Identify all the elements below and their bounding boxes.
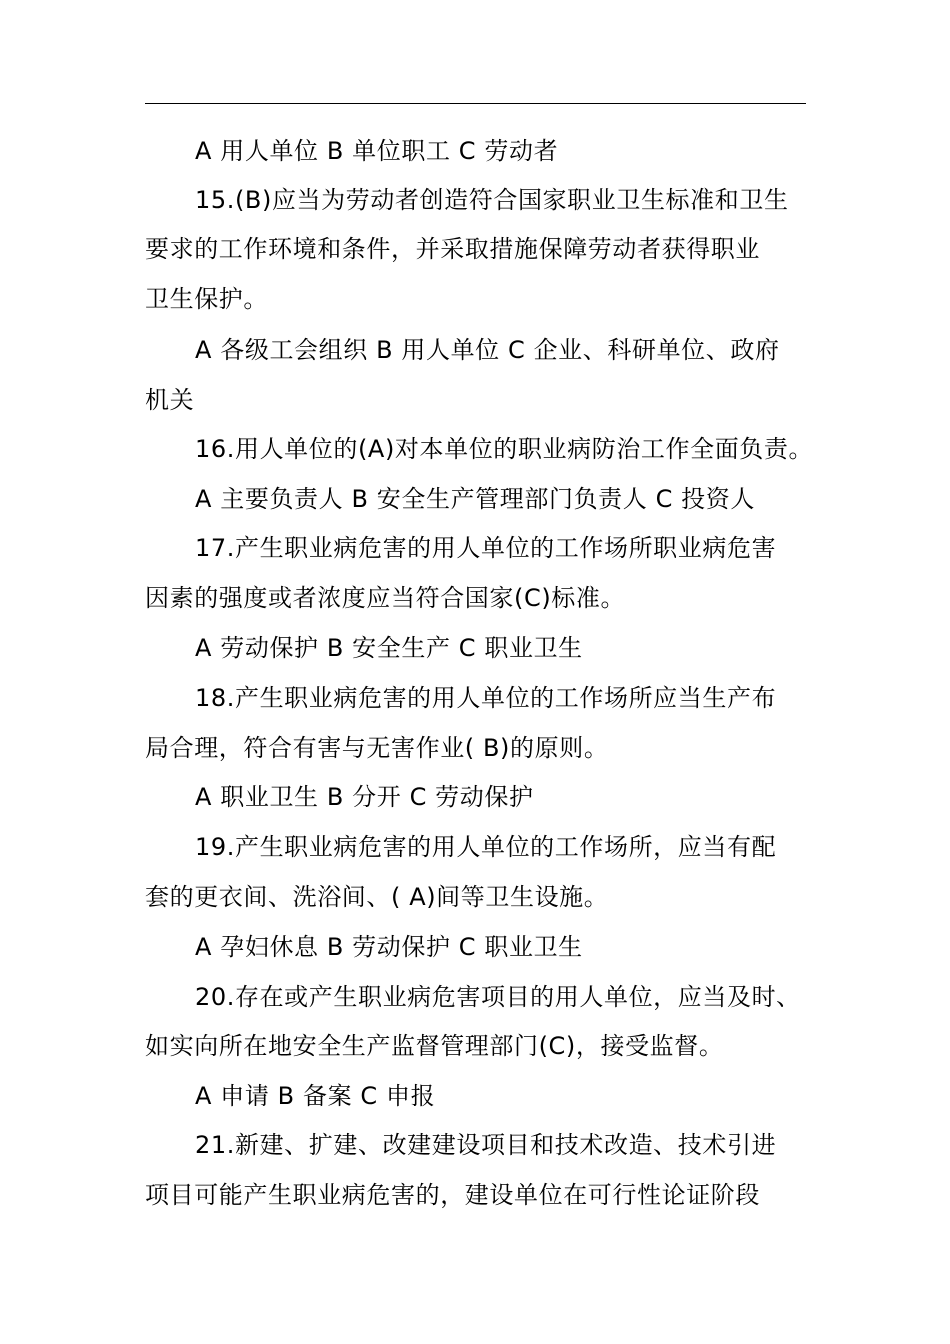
- answer-options-15-line-2: 机关: [145, 386, 195, 414]
- answer-options-19: A 孕妇休息 B 劳动保护 C 职业卫生: [195, 933, 583, 961]
- question-17-line-2: 因素的强度或者浓度应当符合国家(C)标准。: [145, 584, 626, 612]
- question-20-line-2: 如实向所在地安全生产监督管理部门(C)，接受监督。: [145, 1032, 724, 1060]
- answer-options-20: A 申请 B 备案 C 申报: [195, 1082, 436, 1110]
- question-21-line-1: 21.新建、扩建、改建建设项目和技术改造、技术引进: [195, 1131, 777, 1159]
- header-rule: [145, 103, 806, 104]
- answer-options-16: A 主要负责人 B 安全生产管理部门负责人 C 投资人: [195, 485, 755, 513]
- answer-options-18: A 职业卫生 B 分开 C 劳动保护: [195, 783, 534, 811]
- question-20-line-1: 20.存在或产生职业病危害项目的用人单位，应当及时、: [195, 983, 801, 1011]
- question-18-line-2: 局合理，符合有害与无害作业( B)的原则。: [145, 734, 609, 762]
- question-18-line-1: 18.产生职业病危害的用人单位的工作场所应当生产布: [195, 684, 777, 712]
- question-16: 16.用人单位的(A)对本单位的职业病防治工作全面负责。: [195, 435, 814, 463]
- question-21-line-2: 项目可能产生职业病危害的，建设单位在可行性论证阶段: [145, 1181, 760, 1209]
- question-19-line-1: 19.产生职业病危害的用人单位的工作场所，应当有配: [195, 833, 777, 861]
- answer-options-14: A 用人单位 B 单位职工 C 劳动者: [195, 137, 559, 165]
- question-19-line-2: 套的更衣间、洗浴间、( A)间等卫生设施。: [145, 883, 609, 911]
- question-15-line-1: 15.(B)应当为劳动者创造符合国家职业卫生标准和卫生: [195, 186, 789, 214]
- question-15-line-2: 要求的工作环境和条件，并采取措施保障劳动者获得职业: [145, 235, 760, 263]
- answer-options-15-line-1: A 各级工会组织 B 用人单位 C 企业、科研单位、政府: [195, 336, 780, 364]
- question-17-line-1: 17.产生职业病危害的用人单位的工作场所职业病危害: [195, 534, 777, 562]
- answer-options-17: A 劳动保护 B 安全生产 C 职业卫生: [195, 634, 583, 662]
- question-15-line-3: 卫生保护。: [145, 285, 268, 313]
